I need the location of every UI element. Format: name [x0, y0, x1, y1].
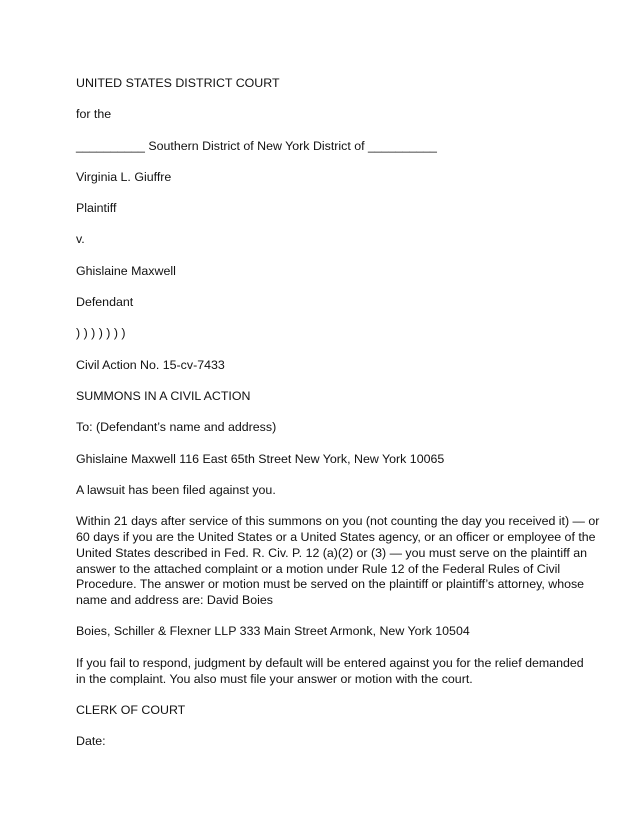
lawsuit-notice: A lawsuit has been filed against you. [76, 482, 276, 497]
plaintiff-label: Plaintiff [76, 201, 117, 216]
district-line: __________ Southern District of New York District of __________ [76, 138, 437, 153]
to-label: To: (Defendant’s name and address) [76, 420, 277, 435]
defendant-address: Ghislaine Maxwell 116 East 65th Street New York, New York 10065 [76, 451, 445, 466]
for-the-text: for the [76, 107, 112, 122]
date-label: Date: [76, 734, 106, 749]
defendant-name: Ghislaine Maxwell [76, 263, 176, 278]
caption-brackets: ) ) ) ) ) ) ) [76, 326, 126, 341]
attorney-address: Boies, Schiller & Flexner LLP 333 Main Street Armonk, New York 10504 [76, 624, 470, 639]
instructions-line: Procedure. The answer or motion must be served on the plaintiff or plaintiff’s attorney, whose [76, 577, 585, 592]
warning-line: in the complaint. You also must file your answer or motion with the court. [76, 671, 473, 686]
defendant-label: Defendant [76, 295, 134, 310]
summons-document [76, 76, 600, 750]
case-number: Civil Action No. 15-cv-7433 [76, 357, 225, 372]
instructions-line: answer to the attached complaint or a motion under Rule 12 of the Federal Rules of Civil [76, 561, 561, 576]
form-title: SUMMONS IN A CIVIL ACTION [76, 388, 251, 403]
versus-text: v. [76, 232, 85, 247]
instructions-line: Within 21 days after service of this summons on you (not counting the day you received it) — or [76, 514, 600, 529]
instructions-line: United States described in Fed. R. Civ. P. 12 (a)(2) or (3) — you must serve on the plaintiff an [76, 545, 588, 560]
response-instructions [76, 514, 600, 609]
warning-line: If you fail to respond, judgment by default will be entered against you for the relief demanded [76, 655, 584, 670]
instructions-line: name and address are: David Boies [76, 593, 273, 608]
clerk-of-court: CLERK OF COURT [76, 702, 186, 717]
instructions-line: 60 days if you are the United States or a United States agency, or an officer or employee of the [76, 529, 596, 544]
plaintiff-name: Virginia L. Giuffre [76, 169, 172, 184]
default-warning [76, 655, 584, 688]
court-heading: UNITED STATES DISTRICT COURT [76, 76, 280, 90]
